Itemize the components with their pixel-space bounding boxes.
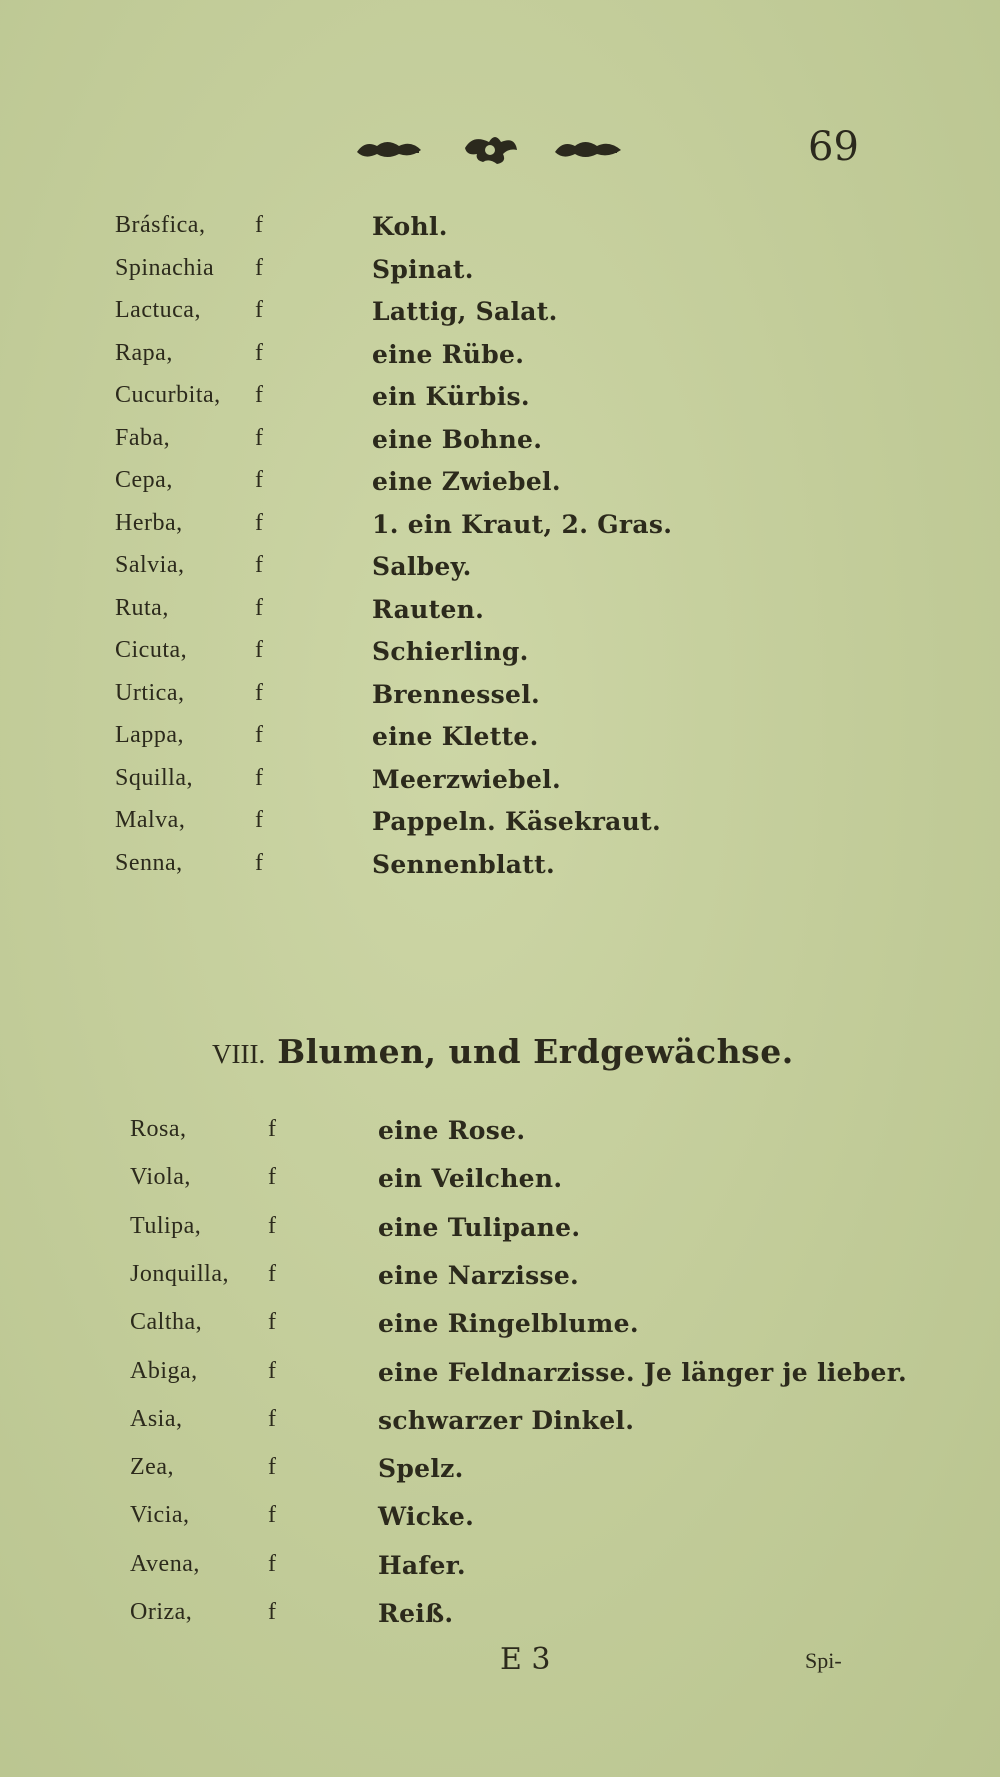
latin-term: Tulipa, bbox=[130, 1212, 202, 1239]
gender-mark: f bbox=[255, 509, 263, 536]
list-item bbox=[0, 1454, 1000, 1494]
latin-term: Lappa, bbox=[115, 722, 184, 748]
german-translation: eine Klette. bbox=[372, 722, 539, 751]
gender-mark: f bbox=[255, 764, 263, 791]
signature-mark: E 3 bbox=[500, 1642, 551, 1677]
list-item bbox=[0, 1599, 1000, 1639]
latin-term: Zea, bbox=[130, 1454, 174, 1481]
german-translation: Sennenblatt. bbox=[372, 849, 555, 879]
german-translation: eine Narzisse. bbox=[378, 1260, 580, 1290]
list-item bbox=[0, 1551, 1000, 1591]
header-ornament-icon bbox=[355, 128, 625, 168]
german-translation: Spelz. bbox=[378, 1454, 464, 1484]
gender-mark: f bbox=[255, 849, 263, 876]
list-item bbox=[0, 425, 1000, 465]
list-item bbox=[0, 595, 1000, 635]
latin-term: Senna, bbox=[115, 849, 183, 876]
list-item bbox=[0, 850, 1000, 890]
list-item bbox=[0, 212, 1000, 252]
german-translation: Kohl. bbox=[372, 212, 448, 241]
latin-term: Viola, bbox=[130, 1164, 191, 1191]
latin-term: Vicia, bbox=[130, 1502, 190, 1529]
german-translation: Rauten. bbox=[372, 594, 485, 624]
german-translation: eine Rübe. bbox=[372, 339, 525, 369]
gender-mark: f bbox=[268, 1260, 276, 1287]
list-item bbox=[0, 510, 1000, 550]
german-translation: Wicke. bbox=[378, 1502, 475, 1532]
list-item bbox=[0, 552, 1000, 592]
latin-term: Rosa, bbox=[130, 1116, 187, 1142]
german-translation: eine Bohne. bbox=[372, 424, 543, 454]
latin-term: Salvia, bbox=[115, 552, 185, 578]
latin-term: Urtica, bbox=[115, 679, 185, 706]
list-item bbox=[0, 1502, 1000, 1542]
gender-mark: f bbox=[255, 254, 263, 281]
gender-mark: f bbox=[268, 1116, 276, 1142]
latin-term: Cucurbita, bbox=[115, 382, 221, 408]
list-item bbox=[0, 807, 1000, 847]
german-translation: ein Kürbis. bbox=[372, 382, 530, 411]
latin-term: Rapa, bbox=[115, 339, 173, 366]
list-item bbox=[0, 1309, 1000, 1349]
list-item bbox=[0, 1164, 1000, 1204]
gender-mark: f bbox=[268, 1502, 276, 1529]
section-number: VIII. bbox=[212, 1039, 266, 1069]
latin-term: Squilla, bbox=[115, 764, 194, 791]
german-translation: Brennessel. bbox=[372, 679, 541, 709]
section-title: Blumen, und Erdgewächse. bbox=[277, 1032, 794, 1071]
gender-mark: f bbox=[268, 1454, 276, 1481]
list-item bbox=[0, 765, 1000, 805]
latin-term: Cepa, bbox=[115, 467, 173, 493]
gender-mark: f bbox=[255, 424, 263, 451]
gender-mark: f bbox=[255, 637, 263, 663]
gender-mark: f bbox=[255, 212, 263, 238]
list-item bbox=[0, 1213, 1000, 1253]
gender-mark: f bbox=[255, 382, 263, 408]
german-translation: Spinat. bbox=[372, 254, 474, 284]
list-item bbox=[0, 1116, 1000, 1156]
german-translation: eine Tulipane. bbox=[378, 1212, 581, 1242]
latin-term: Oriza, bbox=[130, 1599, 193, 1625]
german-translation: Pappeln. Käsekraut. bbox=[372, 807, 662, 836]
german-translation: Salbey. bbox=[372, 552, 472, 581]
latin-term: Jonquilla, bbox=[130, 1260, 229, 1287]
latin-term: Spinachia bbox=[115, 254, 215, 281]
latin-term: Ruta, bbox=[115, 594, 169, 621]
latin-term: Malva, bbox=[115, 807, 186, 833]
section-heading bbox=[212, 1032, 794, 1071]
german-translation: 1. ein Kraut, 2. Gras. bbox=[372, 509, 673, 539]
gender-mark: f bbox=[268, 1309, 276, 1336]
latin-term: Abiga, bbox=[130, 1357, 198, 1384]
german-translation: ein Veilchen. bbox=[378, 1164, 563, 1194]
list-item bbox=[0, 1358, 1000, 1398]
page-number: 69 bbox=[808, 124, 859, 170]
latin-term: Faba, bbox=[115, 424, 171, 451]
list-item bbox=[0, 382, 1000, 422]
gender-mark: f bbox=[255, 552, 263, 578]
list-item bbox=[0, 340, 1000, 380]
german-translation: Lattig, Salat. bbox=[372, 297, 558, 326]
catchword: Spi- bbox=[805, 1648, 842, 1673]
latin-term: Herba, bbox=[115, 509, 183, 536]
list-item bbox=[0, 722, 1000, 762]
gender-mark: f bbox=[255, 722, 263, 748]
latin-term: Caltha, bbox=[130, 1309, 203, 1336]
gender-mark: f bbox=[255, 467, 263, 493]
german-translation: eine Rose. bbox=[378, 1116, 526, 1145]
gender-mark: f bbox=[255, 297, 263, 323]
gender-mark: f bbox=[268, 1599, 276, 1625]
gender-mark: f bbox=[255, 807, 263, 833]
german-translation: Reiß. bbox=[378, 1599, 454, 1628]
list-item bbox=[0, 467, 1000, 507]
gender-mark: f bbox=[268, 1405, 276, 1432]
gender-mark: f bbox=[255, 339, 263, 366]
list-item bbox=[0, 680, 1000, 720]
gender-mark: f bbox=[268, 1164, 276, 1191]
list-item bbox=[0, 1261, 1000, 1301]
german-translation: Schierling. bbox=[372, 637, 529, 666]
german-translation: schwarzer Dinkel. bbox=[378, 1405, 635, 1435]
gender-mark: f bbox=[268, 1357, 276, 1384]
gender-mark: f bbox=[268, 1212, 276, 1239]
latin-term: Cicuta, bbox=[115, 637, 188, 663]
german-translation: eine Zwiebel. bbox=[372, 467, 561, 496]
list-item bbox=[0, 255, 1000, 295]
latin-term: Lactuca, bbox=[115, 297, 201, 323]
german-translation: eine Feldnarzisse. Je länger je lieber. bbox=[378, 1357, 907, 1387]
latin-term: Asia, bbox=[130, 1405, 183, 1432]
list-item bbox=[0, 297, 1000, 337]
list-item bbox=[0, 637, 1000, 677]
latin-term: Brásfica, bbox=[115, 212, 206, 238]
latin-term: Avena, bbox=[130, 1550, 200, 1577]
german-translation: Hafer. bbox=[378, 1550, 466, 1580]
gender-mark: f bbox=[255, 594, 263, 621]
german-translation: eine Ringelblume. bbox=[378, 1309, 639, 1339]
list-item bbox=[0, 1406, 1000, 1446]
gender-mark: f bbox=[255, 679, 263, 706]
german-translation: Meerzwiebel. bbox=[372, 764, 561, 794]
gender-mark: f bbox=[268, 1550, 276, 1577]
